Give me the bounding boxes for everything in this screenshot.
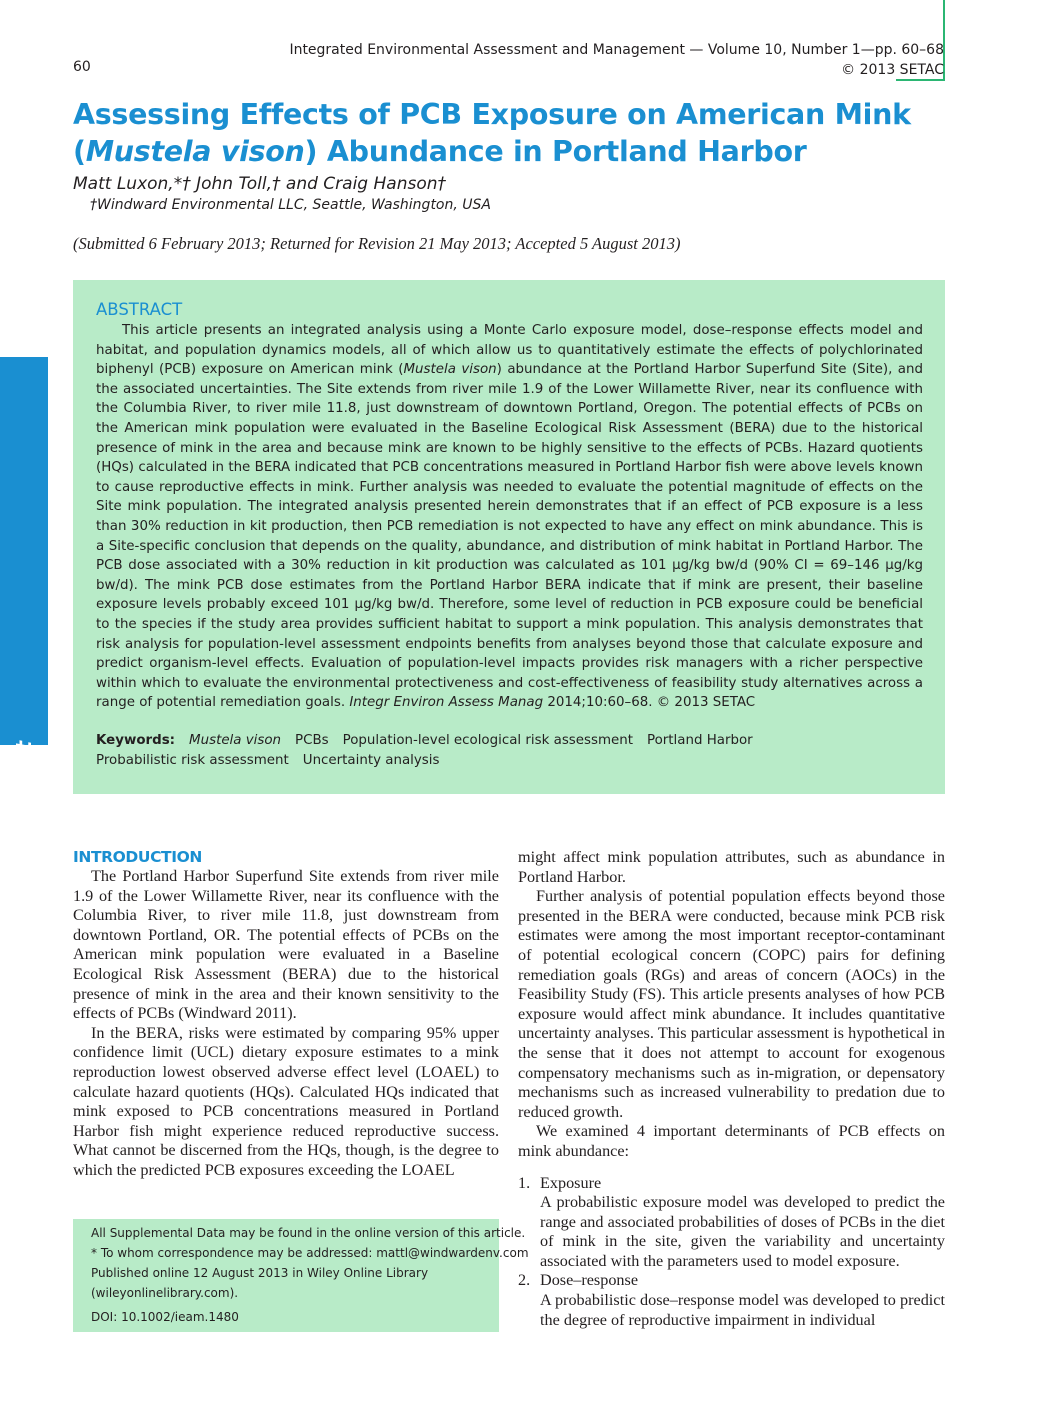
copyright: © 2013 SETAC	[841, 62, 944, 78]
keyword: Uncertainty analysis	[302, 752, 440, 768]
footnote-doi: DOI: 10.1002/ieam.1480	[91, 1310, 239, 1324]
page-number: 60	[73, 59, 91, 75]
title-part-2: ) Abundance in Portland Harbor	[304, 135, 807, 168]
list-body: A probabilistic dose–response model was developed to predict the degree of reproductive impairment in individual	[540, 1291, 945, 1329]
keywords-label: Keywords:	[96, 733, 176, 748]
abstract-species: Mustela vison	[403, 362, 497, 378]
intro-paragraph: In the BERA, risks were estimated by comparing 95% upper confidence limit (UCL) dietary exposure estimates to a mink reproduction lowest observed adverse effect level (LOAEL) to calculate hazard quotients (HQs). Calculated HQs indicated that mink exposed to PCB concentrations measured in Portland Harbor fish might experience reduced reproductive success. What cannot be discerned from the HQs, though, is the degree to which the predicted PCB exposures exceeding the LOAEL	[73, 1023, 499, 1179]
footnote-panel	[73, 1219, 529, 1332]
keyword: Probabilistic risk assessment	[96, 752, 289, 768]
abstract-panel	[73, 280, 945, 794]
intro-paragraph: We examined 4 important determinants of PCB effects on mink abundance:	[518, 1122, 945, 1160]
section-heading-introduction: INTRODUCTION	[73, 848, 202, 866]
footnote-published: Published online 12 August 2013 in Wiley Online Library	[91, 1266, 429, 1280]
keyword: Mustela vison	[189, 733, 282, 748]
running-head	[289, 40, 944, 80]
title-part-1: Assessing Effects of PCB Exposure on American Mink (	[73, 98, 911, 168]
abstract-text	[96, 321, 923, 713]
footnote-supplemental: All Supplemental Data may be found in the online version of this article.	[91, 1226, 526, 1240]
list-number: 2.	[518, 1271, 531, 1290]
title-species: Mustela vison	[85, 135, 305, 168]
abstract-part-a: This article presents an integrated analysis using a Monte Carlo exposure model, dose–response effects model and habitat, and population dynamics models, all of which allow us to quantitatively estimate the effects of polychlorinated biphenyl (PCB) exposure on American mink (	[96, 323, 923, 378]
list-body: A probabilistic exposure model was developed to predict the range and associated probabilities of doses of PCBs in the diet of mink in the site, given the variability and uncertainty associated with the parameters used to model exposure.	[540, 1193, 945, 1270]
article-title	[73, 96, 933, 170]
list-item	[518, 1271, 945, 1330]
intro-paragraph: might affect mink population attributes, such as abundance in Portland Harbor.	[518, 848, 945, 886]
footnote-library: (wileyonlinelibrary.com).	[91, 1286, 239, 1300]
column-left	[73, 848, 499, 1181]
abstract-citation-journal: Integr Environ Assess Manag	[349, 695, 544, 711]
list-title: Dose–response	[540, 1271, 639, 1290]
intro-paragraph: Further analysis of potential population effects beyond those presented in the BERA were conducted, because mink PCB risk estimates were among the most important receptor-contaminant of potential ecological concern (COPC) pairs for defining remediation goals (RGs) and areas of concern (AOCs) in the Feasibility Study (FS). This article presents analyses of how PCB exposure would affect mink abundance. It includes quantitative uncertainty analyses. This particular assessment is hypothetical in the sense that it does not attempt to account for exogenous compensatory mechanisms such as in-migration, or depensatory mechanisms such as increased vulnerability to predation due to reduced growth.	[518, 887, 945, 1121]
authors: Matt Luxon,*† John Toll,† and Craig Hanson†	[73, 174, 447, 194]
intro-paragraph: The Portland Harbor Superfund Site extends from river mile 1.9 of the Lower Willamette River, near its confluence with the Columbia River, to river mile 11.8, just downstream from downtown Portland, OR. The potential effects of PCBs on the American mink population were evaluated in a Baseline Ecological Risk Assessment (BERA) due to the historical presence of mink in the area and their known sensitivity to the effects of PCBs (Windward 2011).	[73, 867, 499, 1023]
column-right	[518, 848, 945, 1330]
submission-dates: (Submitted 6 February 2013; Returned for Revision 21 May 2013; Accepted 5 August 2013)	[73, 234, 681, 253]
keyword: PCBs	[295, 733, 329, 748]
list-item	[518, 1174, 945, 1272]
abstract-citation: 2014;10:60–68. © 2013 SETAC	[543, 695, 756, 711]
keywords	[96, 731, 923, 770]
section-side-tab	[0, 357, 48, 1076]
journal-line: Integrated Environmental Assessment and Management — Volume 10, Number 1—pp. 60–68	[289, 42, 944, 58]
footnote-correspondence: * To whom correspondence may be addressed: mattl@windwardenv.com	[91, 1246, 529, 1260]
keyword: Portland Harbor	[646, 733, 753, 748]
side-tab-label: Environmental Management	[12, 740, 36, 1076]
abstract-heading: ABSTRACT	[96, 300, 183, 319]
affiliation: †Windward Environmental LLC, Seattle, Washington, USA	[90, 197, 491, 213]
list-title: Exposure	[540, 1173, 602, 1192]
list-number: 1.	[518, 1173, 531, 1192]
abstract-part-b: ) abundance at the Portland Harbor Superfund Site (Site), and the associated uncertainties. The Site extends from river mile 1.9 of the Lower Willamette River, near its confluence with the Columbia River, to river mile 11.8, just downstream of downtown Portland, Oregon. The potential effects of PCBs on the American mink population were evaluated in the Baseline Ecological Risk Assessment (BERA) due to the historical presence of mink in the area and because mink are known to be highly sensitive to the effects of PCBs. Hazard quotients (HQs) calculated in the BERA indicated that PCB concentrations measured in Portland Harbor fish were above levels known to cause reproductive effects in mink. Further analysis was needed to evaluate the potential magnitude of effects on the Site mink population. The integrated analysis presented herein demonstrates that if an effect of PCB exposure is a less than 30% reduction in kit production, then PCB remediation is not expected to have any effect on mink abundance. This is a Site-specific conclusion that depends on the quality, abundance, and distribution of mink habitat in Portland Harbor. The PCB dose associated with a 30% reduction in kit production was calculated as 101 µg/kg bw/d (90% CI = 69–146 µg/kg bw/d). The mink PCB dose estimates from the Portland Harbor BERA indicate that if mink are present, their baseline exposure levels probably exceed 101 µg/kg bw/d. Therefore, some level of reduction in PCB exposure could be beneficial to the species if the study area provides sufficient habitat to support a mink population. This analysis demonstrates that risk analysis for population-level assessment endpoints benefits from analyses beyond those that calculate exposure and predict organism-level effects. Evaluation of population-level impacts provides risk managers with a richer perspective within which to evaluate the environmental protectiveness and cost-effectiveness of feasibility study alternatives across a range of potential remediation goals.	[96, 362, 923, 711]
keyword: Population-level ecological risk assessment	[342, 733, 633, 748]
